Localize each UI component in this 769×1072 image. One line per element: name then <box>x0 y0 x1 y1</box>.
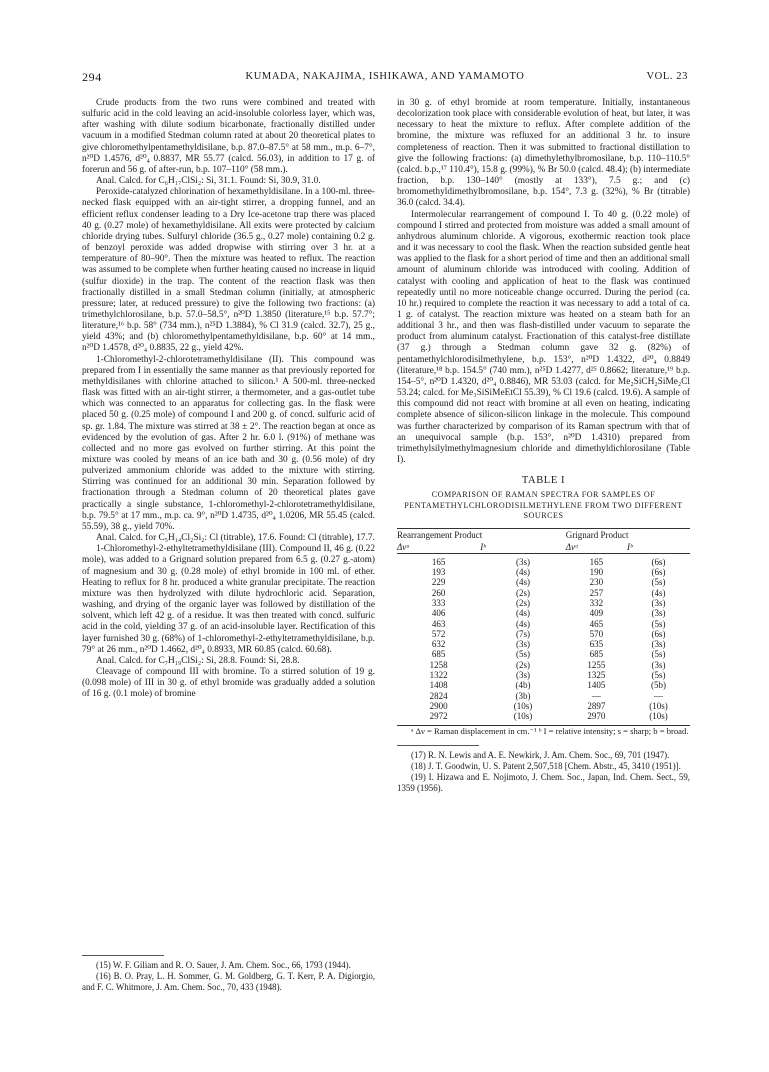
paragraph: in 30 g. of ethyl bromide at room temperature. Initially, instantaneous decolorization took place with considerable evolution of heat, but later, it was necessary to heat the mixture to reflux. After complete addition of the bromine, the mixture was refluxed for an additional 3 hr. to insure completeness of reaction. Then it was submitted to fractional distillation to give the following fractions: (a) dimethylethylbromosilane, b.p. 110–110.5° (calcd. b.p.,¹⁷ 110.4°), 15.8 g. (99%), % Br 50.0 (calcd. 48.4); (b) intermediate fraction, b.p. 130–140° (mostly at 133°), 7.5 g.; and (c) bromomethyldimethylbromosilane, b.p. 154°, 7.3 g. (32%), % Br (titrable) 36.0 (calcd. 34.4). <box>397 98 690 209</box>
table-body <box>397 553 690 725</box>
table-cell: (3s) <box>515 556 530 567</box>
table-cell: 1258 <box>429 659 448 670</box>
footnote: (19) I. Hizawa and E. Nojimoto, J. Chem. Soc., Japan, Ind. Chem. Sect., 59, 1359 (1956). <box>397 771 690 793</box>
paragraph: 1-Chloromethyl-2-ethyltetramethyldisilane (III). Compound II, 46 g. (0.22 mole), was added to a Grignard solution prepared from 6.5 g. (0.27 g.-atom) of magnesium and 30 g. (0.28 mole) of ethyl bromide in 100 ml. of ether. Heating to reflux for 8 hr. produced a white granular precipitate. The reaction mixture was then hydrolyzed with dilute hydrochloric acid. Separation, washing, and drying of the organic layer was followed by distillation of the solvent, which left 42 g. of a residue. It was then treated with concd. sulfuric acid in the cold, yielding 37 g. of an acid-insoluble layer. Rectification of this layer furnished 30 g. (68%) of 1-chloromethyl-2-ethyltetramethyldisilane, b.p. 79° at 26 mm., n²⁰D 1.4662, d²⁰₄ 0.8933, MR 60.85 (calcd. 60.68). <box>82 544 375 655</box>
table-cell: 463 <box>431 618 446 629</box>
table-row <box>397 639 690 649</box>
table-cell: 1405 <box>587 680 606 691</box>
table-cell: — <box>591 690 601 701</box>
table-row <box>397 680 690 690</box>
table-cell: (3b) <box>515 690 531 701</box>
table-cell: (4s) <box>515 567 530 578</box>
table-row <box>397 577 690 587</box>
table-cell: 685 <box>589 649 604 660</box>
raman-table <box>397 528 690 726</box>
table-cell: (3s) <box>651 659 666 670</box>
table-title: TABLE I <box>521 475 566 487</box>
footnote-rule <box>82 955 164 956</box>
table-cell: (6s) <box>651 628 666 639</box>
paragraph: Crude products from the two runs were combined and treated with sulfuric acid in the cold leaving an acid-insoluble colorless layer, which was, after washing with dilute sodium bicarbonate, fractionally distilled under vacuum in a modified Stedman column rated at about 20 theoretical plates to give chloromethylpentamethyldisilane, b.p. 87.0–87.5° at 58 mm., m.p. 6–7°, n²⁰D 1.4576, d²⁰₄ 0.8837, MR 55.77 (calcd. 56.03), in addition to 17 g. of forerun and 56 g. of after-run, b.p. 107–110° (58 mm.). <box>82 98 375 175</box>
table-row <box>397 608 690 618</box>
paragraph: Peroxide-catalyzed chlorination of hexamethyldisilane. In a 100-ml. three-necked flask equipped with an air-tight stirrer, a dropping funnel, and an efficient reflux condenser leading to a Dry Ice-acetone trap there was placed 40 g. (0.27 mole) of hexamethyldisilane. All exits were protected by calcium chloride drying tubes. Sulfuryl chloride (36.5 g., 0.27 mole) containing 0.2 g. of benzoyl peroxide was added dropwise with stirring over 3 hr. at a temperature of 80–90°. Then the mixture was heated to reflux. The reaction was assumed to be complete when further heating caused no increase in liquid (sulfur dioxide) in the trap. The content of the reaction flask was then fractionally distilled in a small Stedman column (initially, at atmospheric pressure; later, at reduced pressure) to give the following two fractions: (a) trimethylchlorosilane, b.p. 57.0–58.5°, n²⁰D 1.3850 (literature,¹⁵ b.p. 57.7°; literature,¹⁶ b.p. 58° (734 mm.), n²⁵D 1.3884), % Cl 31.9 (calcd. 32.7), 25 g., yield 43%; and (b) chloromethylpentamethyldisilane, b.p. 60° at 14 mm., n²⁰D 1.4578, d²⁰₄ 0.8835, 22 g., yield 42%. <box>82 187 375 354</box>
table-cell: (3s) <box>515 670 530 681</box>
table-row <box>397 567 690 577</box>
paragraph: Anal. Calcd. for C₆H₁₇ClSi₂: Si, 31.1. Found: Si, 30.9, 31.0. <box>96 176 321 187</box>
table-cell: (3s) <box>651 639 666 650</box>
table-cell: (2s) <box>515 659 530 670</box>
table-cell: (5b) <box>650 680 666 691</box>
footnote: (15) W. F. Giliam and R. O. Sauer, J. Am. Chem. Soc., 66, 1793 (1944). <box>96 960 351 970</box>
table-cell: 229 <box>431 577 446 588</box>
table-cell: 165 <box>589 556 604 567</box>
table-row <box>397 649 690 659</box>
table-row <box>397 588 690 598</box>
table-row <box>397 701 690 711</box>
running-header <box>82 70 688 86</box>
table-cell: (5s) <box>515 649 530 660</box>
table-cell: 570 <box>589 628 604 639</box>
table-cell: (3s) <box>651 598 666 608</box>
table-cell: (2s) <box>515 587 530 598</box>
table-cell: 2824 <box>429 690 448 701</box>
table-cell: (4s) <box>651 587 666 598</box>
table-cell: (7s) <box>515 628 530 639</box>
footnote: (17) R. N. Lewis and A. E. Newkirk, J. Am. Chem. Soc., 69, 701 (1947). <box>411 749 670 760</box>
paragraph: Anal. Calcd. for C₇H₁₉ClSi₂: Si, 28.8. Found: Si, 28.8. <box>96 655 300 666</box>
volume-label: VOL. 23 <box>646 71 688 82</box>
table-cell: (5s) <box>651 649 666 660</box>
left-column <box>82 98 375 700</box>
running-authors: KUMADA, NAKAJIMA, ISHIKAWA, AND YAMAMOTO <box>245 71 525 82</box>
table-row <box>397 598 690 608</box>
table-cell: 332 <box>589 598 604 608</box>
page-number: 294 <box>82 70 102 84</box>
table-cell: (5s) <box>651 618 666 629</box>
table-cell: 1322 <box>429 670 448 681</box>
table-column-header: Iᵇ <box>480 541 566 554</box>
table-column-header: Δνᵃ <box>566 541 627 554</box>
table-cell: 635 <box>589 639 604 650</box>
table-cell: (4s) <box>515 608 530 619</box>
right-column <box>397 98 690 794</box>
table-cell: 230 <box>589 577 604 588</box>
table-cell: 406 <box>431 608 446 619</box>
table-cell: (4s) <box>515 577 530 588</box>
table-cell: 2970 <box>587 711 606 722</box>
table-cell: (4b) <box>515 680 531 691</box>
table-cell: (3s) <box>515 639 530 650</box>
table-cell: (3s) <box>651 608 666 619</box>
paragraph: Cleavage of compound III with bromine. To a stirred solution of 19 g. (0.098 mole) of III in 30 g. of ethyl bromide was gradually added a solution of 16 g. (0.1 mole) of bromine <box>82 666 375 700</box>
table-cell: 632 <box>431 639 446 650</box>
table-cell: (5s) <box>651 670 666 681</box>
table-column-header: Δνᵃ <box>397 541 480 554</box>
table-cell: — <box>653 690 663 701</box>
paragraph: 1-Chloromethyl-2-chlorotetramethyldisilane (II). This compound was prepared from I in essentially the same manner as that previously reported for methyldisilanes with chlorine attached to silicon.¹ A 500-ml. three-necked flask was fitted with an air-tight stirrer, a thermometer, and a gas-outlet tube which was connected to an apparatus for collecting gas. In the flask were placed 50 g. (0.25 mole) of compound I and 200 g. of concd. sulfuric acid of sp. gr. 1.84. The mixture was stirred at 38 ± 2°. The reaction began at once as evidenced by the evolution of gas. After 2 hr. 6.0 l. (91%) of methane was collected and no more gas evolved on further stirring. At this point the mixture was cooled by means of an ice bath and 30 g. (0.56 mole) of dry pulverized ammonium chloride was added to the mixture with stirring. Stirring was continued for an additional 30 min. Separation followed by fractionation through a Stedman column of 20 theoretical plates gave practically a single substance, 1-chloromethyl-2-chlorotetramethyldisilane, b.p. 79.5° at 17 mm., m.p. ca. 9°, n²⁰D 1.4735, d²⁰₄ 1.0206, MR 55.45 (calcd. 55.59), 38 g., yield 70%. <box>82 354 375 532</box>
table-cell: (10s) <box>513 700 533 711</box>
table-group-header: Grignard Product <box>565 529 629 540</box>
table-row <box>397 553 690 567</box>
table-caption: COMPARISON OF RAMAN SPECTRA FOR SAMPLES OF PENTAMETHYLCHLORODISILMETHYLENE FROM TWO DIFFERENT SOURCES <box>404 490 683 521</box>
table-row <box>397 670 690 680</box>
table-cell: 1325 <box>587 670 606 681</box>
table-cell: 1408 <box>429 680 448 691</box>
table-cell: (2s) <box>515 598 530 608</box>
table-row <box>397 691 690 701</box>
table-cell: (4s) <box>515 618 530 629</box>
table-cell: 2897 <box>587 700 606 711</box>
table-row <box>397 619 690 629</box>
table-cell: (10s) <box>649 700 668 711</box>
table-cell: 2972 <box>429 711 448 722</box>
table-row <box>397 629 690 639</box>
table-cell: 257 <box>589 587 604 598</box>
table-cell: 1255 <box>587 659 606 670</box>
footnote: (16) B. O. Pray, L. H. Sommer, G. M. Goldberg, G. T. Kerr, P. A. Digiorgio, and F. C. Whitmore, J. Am. Chem. Soc., 70, 433 (1948). <box>82 971 375 992</box>
paragraph: Intermolecular rearrangement of compound I. To 40 g. (0.22 mole) of compound I stirred and protected from moisture was added a small amount of anhydrous aluminum chloride. A vigorous, exothermic reaction took place and it was necessary to cool the flask. When the reaction subsided gentle heat was applied to the flask for a short period of time and then an additional small amount of aluminum chloride was introduced with cooling. Addition of catalyst with cooling and application of heat to the flask was continued repeatedly until no more noticeable change occurred. During the period (ca. 10 hr.) required to complete the reaction it was necessary to add a total of ca. 1 g. of catalyst. The reaction mixture was heated on a steam bath for an additional 3 hr., and then was flash-distilled under vacuum to separate the product from aluminum catalyst. Fractionation of this catalyst-free distillate (37 g.) through a Stedman column gave 32 g. (82%) of pentamethylchlorodisilmethylene, b.p. 153°, n²⁰D 1.4322, d²⁰₄ 0.8849 (literature,¹⁸ b.p. 154.5° (740 mm.), n²⁵D 1.4277, d²⁵ 0.8662; literature,¹⁹ b.p. 154–5°, n²⁰D 1.4320, d²⁰₄ 0.8846), MR 53.03 (calcd. for Me₂SiCH₂SiMe₂Cl 53.24; calcd. for Me₃SiSiMeEtCl 55.39), % Cl 19.6 (calcd. 19.6). A sample of this compound did not react with bromine at all even on heating, indicating complete absence of silicon-silicon linkage in the molecule. This compound was further characterized by comparison of its Raman spectrum with that of an unequivocal sample (b.p. 153°, n²⁰D 1.4310) prepared from trimethylsilylmethylmagnesium chloride and dimethyldichlorosilane (Table I). <box>397 209 690 465</box>
table-cell: 685 <box>431 649 446 660</box>
table-cell: 190 <box>589 567 604 578</box>
table-cell: 465 <box>589 618 604 629</box>
table-column-header: Iᵇ <box>627 541 690 554</box>
table-cell: 2900 <box>429 700 448 711</box>
table-cell: (5s) <box>651 577 666 588</box>
table-footnote: ᵃ Δν = Raman displacement in cm.⁻¹ ᵇ I = relative intensity; s = sharp; b = broad. <box>411 725 689 736</box>
table-cell: (10s) <box>649 711 668 722</box>
table-group-header: Rearrangement Product <box>397 529 483 540</box>
table-cell: (6s) <box>651 556 666 567</box>
table-cell: 193 <box>431 567 446 578</box>
left-footnotes <box>82 946 375 993</box>
table-cell: 260 <box>431 587 446 598</box>
table-cell: 409 <box>589 608 604 619</box>
footnote-rule <box>397 745 479 746</box>
table-cell: 165 <box>431 556 446 567</box>
paragraph: Anal. Calcd. for C₅H₁₄Cl₂Si₂: Cl (titrable), 17.6. Found: Cl (titrable), 17.7. <box>96 533 375 544</box>
footnote: (18) J. T. Goodwin, U. S. Patent 2,507,518 [Chem. Abstr., 45, 3410 (1951)]. <box>411 760 681 771</box>
table-row <box>397 660 690 670</box>
table-cell: 572 <box>431 628 446 639</box>
table-cell: (10s) <box>513 711 533 722</box>
table-cell: 333 <box>431 598 446 608</box>
table-row <box>397 711 690 725</box>
table-cell: (6s) <box>651 567 666 578</box>
